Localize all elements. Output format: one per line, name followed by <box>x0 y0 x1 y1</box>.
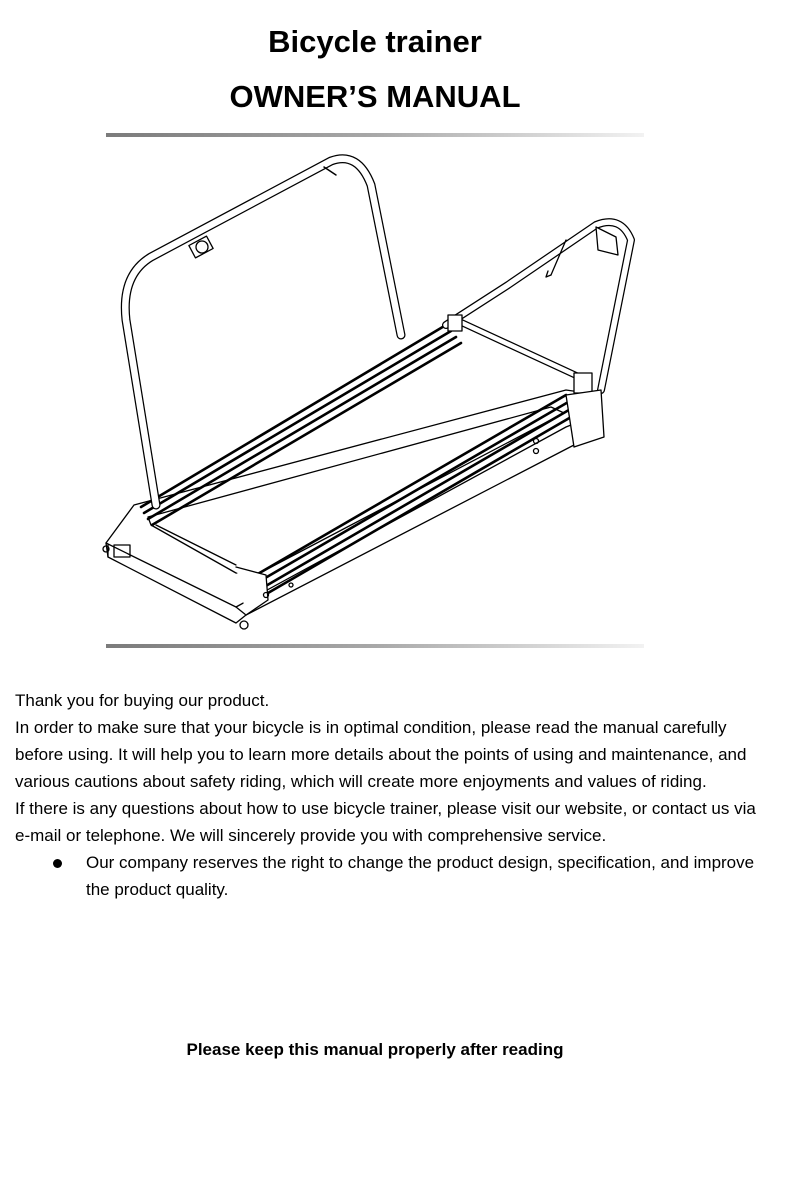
bicycle-trainer-illustration <box>96 145 656 640</box>
bullet-text: Our company reserves the right to change the product design, specification, and improve the product quality. <box>86 853 755 899</box>
manual-title: Bicycle trainer <box>268 24 482 59</box>
bullet-item <box>15 849 775 903</box>
footer-note: Please keep this manual properly after reading <box>186 1040 564 1059</box>
top-divider <box>106 133 644 137</box>
manual-subtitle: OWNER’S MANUAL <box>229 79 521 114</box>
intro-section <box>15 687 775 903</box>
bullet-dot-icon <box>53 859 62 868</box>
bottom-divider <box>106 644 644 648</box>
condition-paragraph: In order to make sure that your bicycle is in optimal condition, please read the manual carefully before using. It will help you to learn more details about the points of using and maintenance, and various cautions about safety riding, which will create more enjoyments and values of riding. <box>15 718 747 791</box>
thanks-paragraph: Thank you for buying our product. <box>15 691 270 710</box>
contact-paragraph: If there is any questions about how to use bicycle trainer, please visit our website, or contact us via e-mail or telephone. We will sincerely provide you with comprehensive service. <box>15 799 756 845</box>
